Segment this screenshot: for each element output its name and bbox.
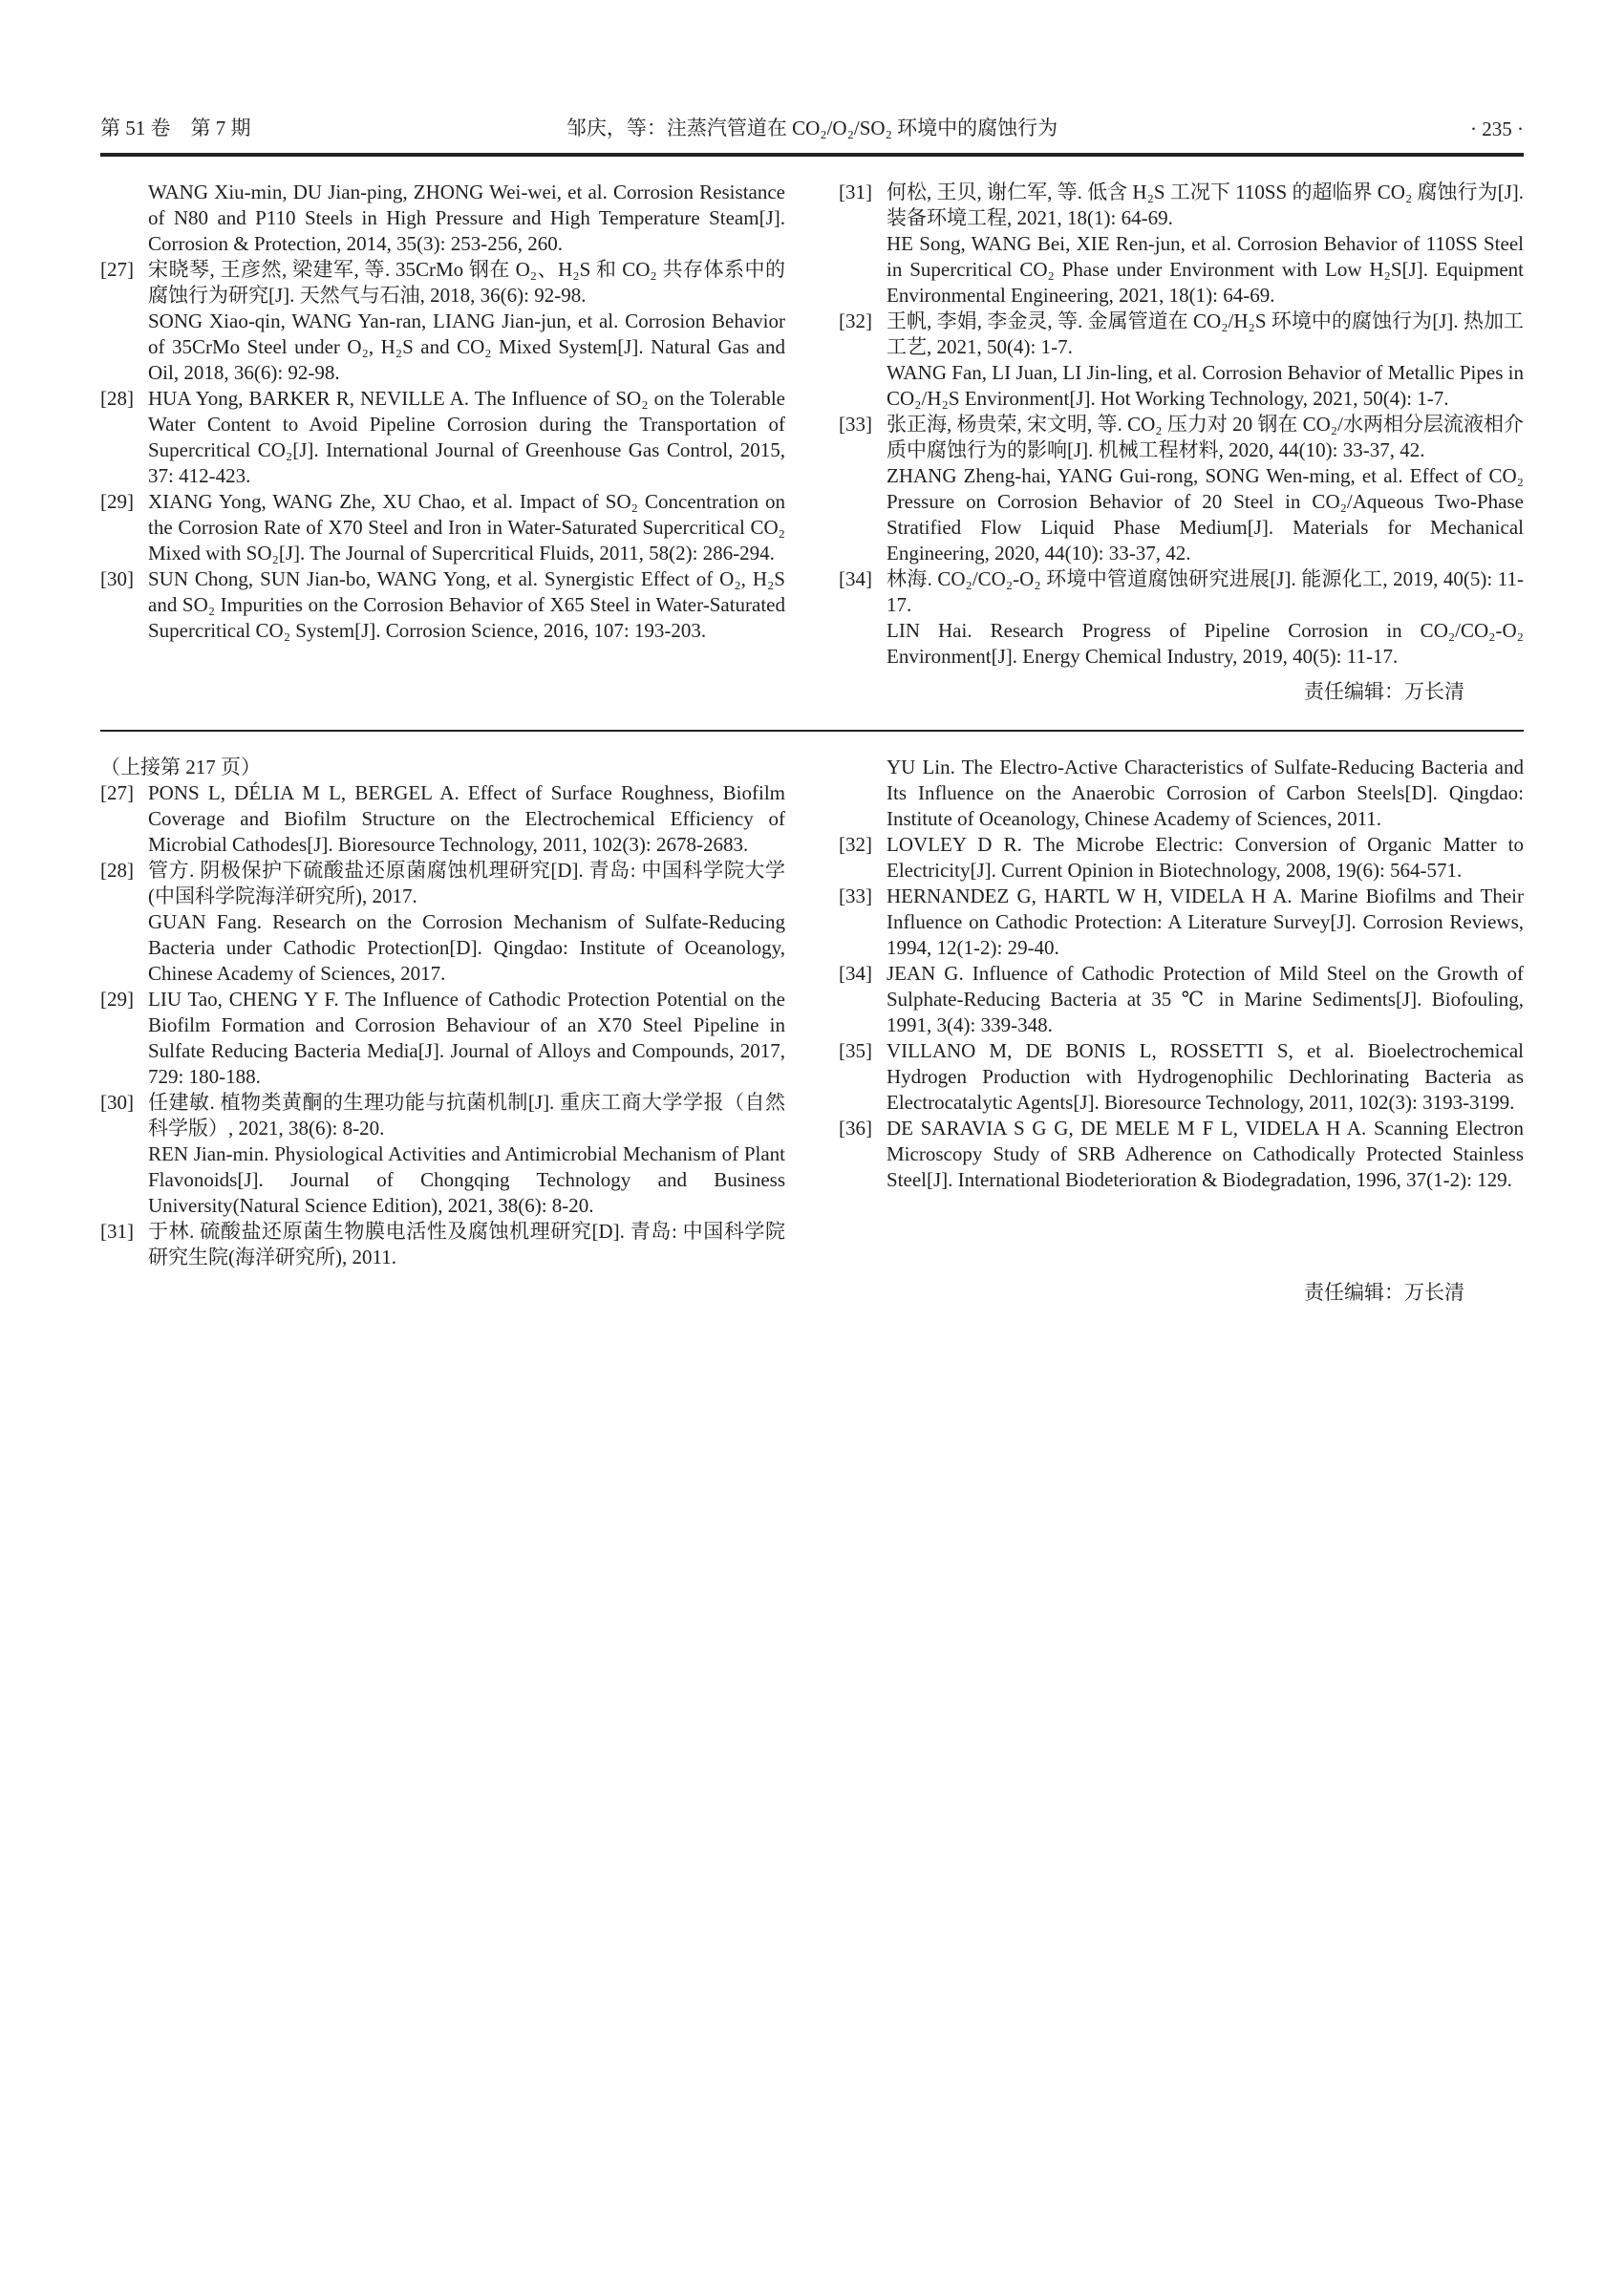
reference-number: [32] (839, 833, 872, 856)
reference-text (148, 180, 785, 257)
reference-number: [34] (839, 962, 872, 985)
reference-item (100, 566, 785, 644)
reference-number: [29] (100, 988, 134, 1011)
reference-text (887, 832, 1524, 884)
reference-segment: 林海. CO₂/CO₂-O₂ 环境中管道腐蚀研究进展[J]. 能源化工, 2019, 40(5): 11-17. (887, 567, 1524, 616)
reference-text (148, 858, 785, 987)
reference-item (839, 412, 1524, 566)
section2-right-column (839, 755, 1524, 1270)
reference-item (100, 780, 785, 858)
reference-segment: GUAN Fang. Research on the Corrosion Mechanism of Sulfate-Reducing Bacteria under Cathodic Protection[D]. Qingdao: Institute of Oceanology, Chinese Academy of Sciences, 2017. (148, 910, 785, 985)
section1-left-column (100, 180, 785, 670)
reference-segment: 管方. 阴极保护下硫酸盐还原菌腐蚀机理研究[D]. 青岛: 中国科学院大学(中国科学院海洋研究所), 2017. (148, 859, 785, 907)
reference-text (887, 755, 1524, 832)
reference-item (839, 566, 1524, 670)
page-number: · 235 · (1470, 117, 1524, 140)
section-divider (100, 730, 1524, 732)
reference-number: [34] (839, 567, 872, 590)
reference-number: [32] (839, 309, 872, 332)
reference-segment: YU Lin. The Electro-Active Characteristics of Sulfate-Reducing Bacteria and Its Influence on the Anaerobic Corrosion of Carbon Steels[D]. Qingdao: Institute of Oceanology, Chinese Academy of Sciences, 2011. (887, 756, 1524, 830)
reference-segment: 任建敏. 植物类黄酮的生理功能与抗菌机制[J]. 重庆工商大学学报（自然科学版）, 2021, 38(6): 8-20. (148, 1091, 785, 1140)
reference-number: [30] (100, 567, 134, 590)
reference-text (148, 1219, 785, 1270)
reference-text (148, 566, 785, 644)
reference-item (100, 1090, 785, 1219)
section2-left-column (100, 755, 785, 1270)
reference-segment: 张正海, 杨贵荣, 宋文明, 等. CO₂ 压力对 20 钢在 CO₂/水两相分层流液相介质中腐蚀行为的影响[J]. 机械工程材料, 2020, 44(10): 33-37, 42. (887, 413, 1524, 461)
reference-item (100, 386, 785, 489)
reference-segment: XIANG Yong, WANG Zhe, XU Chao, et al. Impact of SO₂ Concentration on the Corrosion Rate of X70 Steel and Iron in Water-Saturated Supercritical CO₂ Mixed with SO₂[J]. The Journal of Supercritical Fluids, 2011, 58(2): 286-294. (148, 490, 785, 565)
reference-list (839, 180, 1524, 670)
reference-item (100, 987, 785, 1090)
reference-text (148, 386, 785, 489)
reference-number: [33] (839, 413, 872, 436)
reference-number: [30] (100, 1091, 134, 1114)
reference-segment: HE Song, WANG Bei, XIE Ren-jun, et al. Corrosion Behavior of 110SS Steel in Supercritical CO₂ Phase under Environment with Low H₂S[J]. Equipment Environmental Engineering, 2021, 18(1): 64-69. (887, 232, 1524, 307)
reference-text (148, 1090, 785, 1219)
reference-item (839, 755, 1524, 832)
reference-item (839, 884, 1524, 961)
reference-item (839, 309, 1524, 412)
reference-list (100, 180, 785, 644)
reference-segment: PONS L, DÉLIA M L, BERGEL A. Effect of Surface Roughness, Biofilm Coverage and Biofilm Structure on the Electrochemical Efficiency of Microbial Cathodes[J]. Bioresource Technology, 2011, 102(3): 2678-2683. (148, 781, 785, 856)
reference-item (839, 180, 1524, 309)
reference-number: [36] (839, 1117, 872, 1140)
reference-number: [31] (100, 1220, 134, 1243)
reference-number: [35] (839, 1039, 872, 1062)
reference-segment: ZHANG Zheng-hai, YANG Gui-rong, SONG Wen-ming, et al. Effect of CO₂ Pressure on Corrosion Behavior of 20 Steel in CO₂/Aqueous Two-Phase Stratified Flow Liquid Phase Medium[J]. Materials for Mechanical Engineering, 2020, 44(10): 33-37, 42. (887, 464, 1524, 565)
reference-number: [28] (100, 859, 134, 882)
reference-item (100, 257, 785, 386)
volume-issue: 第 51 卷 第 7 期 (100, 117, 251, 139)
reference-segment: SUN Chong, SUN Jian-bo, WANG Yong, et al. Synergistic Effect of O₂, H₂S and SO₂ Impurities on the Corrosion Behavior of X65 Steel in Water-Saturated Supercritical CO₂ System[J]. Corrosion Science, 2016, 107: 193-203. (148, 567, 785, 642)
reference-segment: WANG Fan, LI Juan, LI Jin-ling, et al. Corrosion Behavior of Metallic Pipes in CO₂/H₂S Environment[J]. Hot Working Technology, 2021, 50(4): 1-7. (887, 361, 1524, 410)
reference-segment: DE SARAVIA S G G, DE MELE M F L, VIDELA H A. Scanning Electron Microscopy Study of SRB Adherence on Cathodically Protected Stainless Steel[J]. International Biodeterioration & Biodegradation, 1996, 37(1-2): 129. (887, 1117, 1524, 1191)
reference-number: [27] (100, 781, 134, 804)
reference-number: [33] (839, 884, 872, 907)
reference-number: [27] (100, 258, 134, 281)
reference-segment: WANG Xiu-min, DU Jian-ping, ZHONG Wei-wei, et al. Corrosion Resistance of N80 and P110 Steels in High Pressure and High Temperature Steam[J]. Corrosion & Protection, 2014, 35(3): 253-256, 260. (148, 181, 785, 255)
reference-text (148, 780, 785, 858)
page-header (100, 113, 1524, 157)
running-title: 邹庆，等：注蒸汽管道在 CO₂/O₂/SO₂ 环境中的腐蚀行为 (566, 117, 1058, 139)
reference-segment: 何松, 王贝, 谢仁军, 等. 低含 H₂S 工况下 110SS 的超临界 CO₂ 腐蚀行为[J]. 装备环境工程, 2021, 18(1): 64-69. (887, 181, 1524, 229)
reference-item (100, 489, 785, 566)
reference-item (839, 1038, 1524, 1116)
reference-text (887, 180, 1524, 309)
reference-segment: VILLANO M, DE BONIS L, ROSSETTI S, et al. Bioelectrochemical Hydrogen Production with Hydrogenophilic Dechlorinating Bacteria as Electrocatalytic Agents[J]. Bioresource Technology, 2011, 102(3): 3193-3199. (887, 1039, 1524, 1114)
reference-segment: REN Jian-min. Physiological Activities and Antimicrobial Mechanism of Plant Flavonoids[J]. Journal of Chongqing Technology and Business University(Natural Science Edition), 2021, 38(6): 8-20. (148, 1142, 785, 1217)
continued-from-note: （上接第 217 页） (100, 756, 261, 778)
reference-list (839, 755, 1524, 1193)
reference-item (839, 1116, 1524, 1193)
reference-text (887, 309, 1524, 412)
reference-segment: LIN Hai. Research Progress of Pipeline Corrosion in CO₂/CO₂-O₂ Environment[J]. Energy Chemical Industry, 2019, 40(5): 11-17. (887, 619, 1524, 668)
reference-text (887, 1116, 1524, 1193)
reference-segment: JEAN G. Influence of Cathodic Protection of Mild Steel on the Growth of Sulphate-Reducing Bacteria at 35 ℃ in Marine Sediments[J]. Biofouling, 1991, 3(4): 339-348. (887, 962, 1524, 1036)
reference-item (100, 1219, 785, 1270)
editor-note: 责任编辑：万长清 (1304, 1281, 1464, 1304)
editor-note: 责任编辑：万长清 (1304, 680, 1464, 703)
reference-text (887, 884, 1524, 961)
reference-text (887, 961, 1524, 1038)
reference-number: [31] (839, 181, 872, 203)
reference-item (100, 180, 785, 257)
reference-number (100, 180, 148, 257)
reference-segment: 宋晓琴, 王彦然, 梁建军, 等. 35CrMo 钢在 O₂、H₂S 和 CO₂ 共存体系中的腐蚀行为研究[J]. 天然气与石油, 2018, 36(6): 92-98. (148, 258, 785, 307)
reference-text (887, 1038, 1524, 1116)
reference-item (100, 858, 785, 987)
reference-segment: HUA Yong, BARKER R, NEVILLE A. The Influence of SO₂ on the Tolerable Water Content to Avoid Pipeline Corrosion during the Transportation of Supercritical CO₂[J]. International Journal of Greenhouse Gas Control, 2015, 37: 412-423. (148, 387, 785, 487)
reference-list (100, 780, 785, 1270)
reference-segment: HERNANDEZ G, HARTL W H, VIDELA H A. Marine Biofilms and Their Influence on Cathodic Protection: A Literature Survey[J]. Corrosion Reviews, 1994, 12(1-2): 29-40. (887, 884, 1524, 959)
reference-item (839, 832, 1524, 884)
references-section-1 (100, 180, 1524, 670)
reference-segment: LOVLEY D R. The Microbe Electric: Conversion of Organic Matter to Electricity[J]. Current Opinion in Biotechnology, 2008, 19(6): 564-571. (887, 833, 1524, 882)
reference-segment: 于林. 硫酸盐还原菌生物膜电活性及腐蚀机理研究[D]. 青岛: 中国科学院研究生院(海洋研究所), 2011. (148, 1220, 785, 1268)
reference-segment: LIU Tao, CHENG Y F. The Influence of Cathodic Protection Potential on the Biofilm Formation and Corrosion Behaviour of an X70 Steel Pipeline in Sulfate Reducing Bacteria Media[J]. Journal of Alloys and Compounds, 2017, 729: 180-188. (148, 988, 785, 1088)
reference-text (887, 566, 1524, 670)
reference-item (839, 961, 1524, 1038)
section1-right-column (839, 180, 1524, 670)
reference-segment: SONG Xiao-qin, WANG Yan-ran, LIANG Jian-jun, et al. Corrosion Behavior of 35CrMo Steel under O₂, H₂S and CO₂ Mixed System[J]. Natural Gas and Oil, 2018, 36(6): 92-98. (148, 309, 785, 384)
reference-number: [29] (100, 490, 134, 513)
reference-text (148, 257, 785, 386)
references-section-2 (100, 755, 1524, 1270)
reference-number: [28] (100, 387, 134, 410)
reference-segment: 王帆, 李娟, 李金灵, 等. 金属管道在 CO₂/H₂S 环境中的腐蚀行为[J]. 热加工工艺, 2021, 50(4): 1-7. (887, 309, 1524, 358)
reference-text (148, 987, 785, 1090)
reference-text (887, 412, 1524, 566)
reference-number (839, 755, 887, 832)
reference-text (148, 489, 785, 566)
